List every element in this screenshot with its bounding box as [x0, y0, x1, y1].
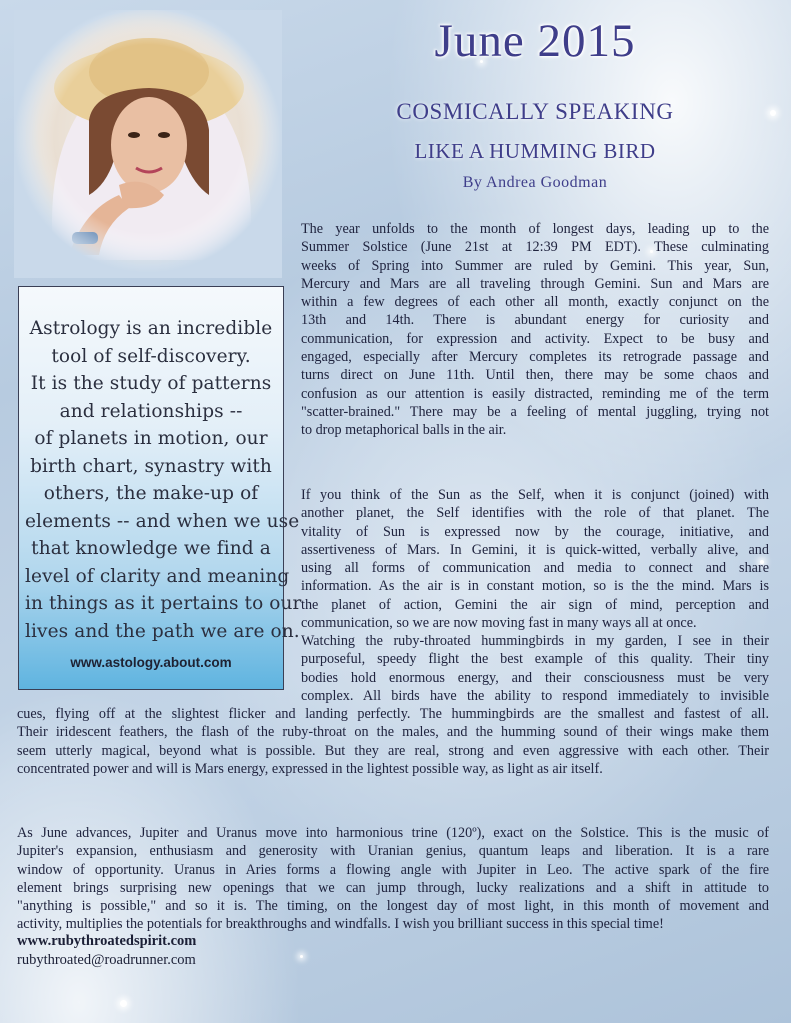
quote-line: lives and the path we are on. — [25, 620, 300, 642]
text-line: complex. All birds have the ability to respond immediately to invisible — [301, 687, 769, 704]
quote-line: It is the study of patterns — [30, 373, 272, 394]
text-line: another planet, the Self identifies with the role of that planet. The — [301, 505, 769, 522]
quote-line: birth chart, synastry with — [30, 455, 272, 477]
quote-line: in things as it pertains to our — [25, 593, 302, 614]
sparkle — [300, 955, 303, 958]
text-line: window of opportunity. Uranus in Aries forms a flowing angle with Jupiter in Leo. The active spark of the fire — [17, 861, 769, 878]
text-line: assertiveness of Mars. In Gemini, it is quick-witted, verbally alive, and — [301, 541, 769, 558]
text-line: Jupiter's expansion, enthusiasm and generosity with Uranian genius, quantum leaps and liberation. It is a rare — [17, 843, 769, 860]
text-line: As June advances, Jupiter and Uranus move into harmonious trine (120º), exact on the Solstice. This is the music of — [17, 825, 769, 841]
quote-line: level of clarity and meaning — [25, 565, 290, 587]
article-paragraph-4 — [17, 824, 769, 934]
text-line: using all forms of communication and media to connect and share — [301, 560, 769, 577]
text-line: cues, flying off at the slightest flicker and landing perfectly. The hummingbirds are the smallest and fastest of all. — [17, 706, 769, 722]
article-paragraph-3-top — [301, 632, 769, 705]
website-link[interactable]: www.rubythroatedspirit.com — [17, 933, 197, 949]
text-line: "anything is possible," and so it is. The timing, on the longest day of most light, in this month of movement and — [17, 898, 769, 915]
text-line: information. As the air is in constant motion, so is the the mind. Mars is — [301, 578, 769, 595]
text-line: "scatter-brained." There may be a feeling of mental juggling, trying not — [301, 403, 769, 420]
quote-line: elements -- and when we use — [25, 510, 300, 532]
quote-line: others, the make-up of — [43, 483, 259, 504]
text-line: to drop metaphorical balls in the air. — [301, 422, 507, 439]
contact-info — [17, 932, 196, 970]
text-line: turns direct on June 11th. Until then, there may be some chaos and — [301, 367, 769, 384]
byline: By Andrea Goodman — [462, 174, 608, 191]
text-line: purposeful, speedy flight the best example of this quality. Their tiny — [301, 651, 769, 668]
quote-box — [18, 286, 302, 690]
quote-source-link[interactable]: www.astology.about.com — [70, 655, 232, 670]
article-paragraph-1 — [301, 220, 769, 440]
text-line: within a few degrees of each other all month, exactly conjunct on the — [301, 294, 769, 311]
quote-line: of planets in motion, our — [34, 428, 268, 449]
text-line: Their iridescent feathers, the flash of the ruby-throat on the males, and the humming sound of their wings make them — [17, 724, 769, 741]
quote-text — [25, 315, 302, 645]
text-line: communication, for expression and activity. Expect to be busy and — [301, 330, 769, 347]
text-line: vitality of Sun is expressed now by the courage, initiative, and — [301, 523, 769, 540]
text-line: engaged, especially after Mercury completes its retrograde passage and — [301, 349, 769, 366]
quote-line: Astrology is an incredible — [29, 318, 273, 339]
text-line: 13th and 14th. There is abundant energy for curiosity and — [301, 312, 769, 329]
text-line: concentrated power and will is Mars energy, expressed in the lightest possible way, as light as air itself. — [17, 760, 603, 777]
page-title: June 2015 — [434, 15, 636, 67]
text-line: Mercury and Mars are all traveling through Gemini. Sun and Mars are — [301, 275, 769, 292]
text-line: seem utterly magical, beyond what is possible. But they are real, strong and even aggressive with each other. Their — [17, 742, 769, 759]
article-paragraph-3 — [17, 705, 769, 778]
text-line: Watching the ruby-throated hummingbirds in my garden, I see in their — [301, 633, 769, 649]
email-link[interactable]: rubythroated@roadrunner.com — [17, 952, 196, 968]
quote-line: tool of self-discovery. — [51, 345, 251, 367]
text-line: the planet of action, Gemini the air sign of mind, perception and — [301, 596, 769, 613]
text-line: bodies hold enormous energy, and their consciousness must be very — [301, 669, 769, 686]
text-line: communication, so we are now moving fast in many ways all at once. — [301, 615, 697, 632]
author-photo — [14, 10, 282, 278]
article-paragraph-2 — [301, 486, 769, 632]
quote-line: and relationships -- — [59, 400, 243, 422]
text-line: If you think of the Sun as the Self, when it is conjunct (joined) with — [301, 487, 769, 503]
quote-line: that knowledge we find a — [31, 538, 271, 559]
sparkle — [770, 110, 776, 116]
text-line: confusion as our attention is easily distracted, reminding me of the term — [301, 385, 769, 402]
text-line: activity, multiplies the potentials for breakthroughs and windfalls. I wish you brilliant success in this special time! — [17, 916, 664, 933]
column-title: COSMICALLY SPEAKING — [396, 99, 674, 124]
text-line: Summer Solstice (June 21st at 12:39 PM EDT). These culminating — [301, 239, 769, 256]
text-line: element brings surprising new openings that we can jump through, lucky realizations and a shift in attitude to — [17, 879, 769, 896]
text-line: The year unfolds to the month of longest days, leading up to the — [301, 221, 769, 237]
sparkle — [120, 1000, 127, 1007]
article-title: LIKE A HUMMING BIRD — [414, 139, 656, 163]
text-line: weeks of Spring into Summer are ruled by Gemini. This year, Sun, — [301, 257, 769, 274]
